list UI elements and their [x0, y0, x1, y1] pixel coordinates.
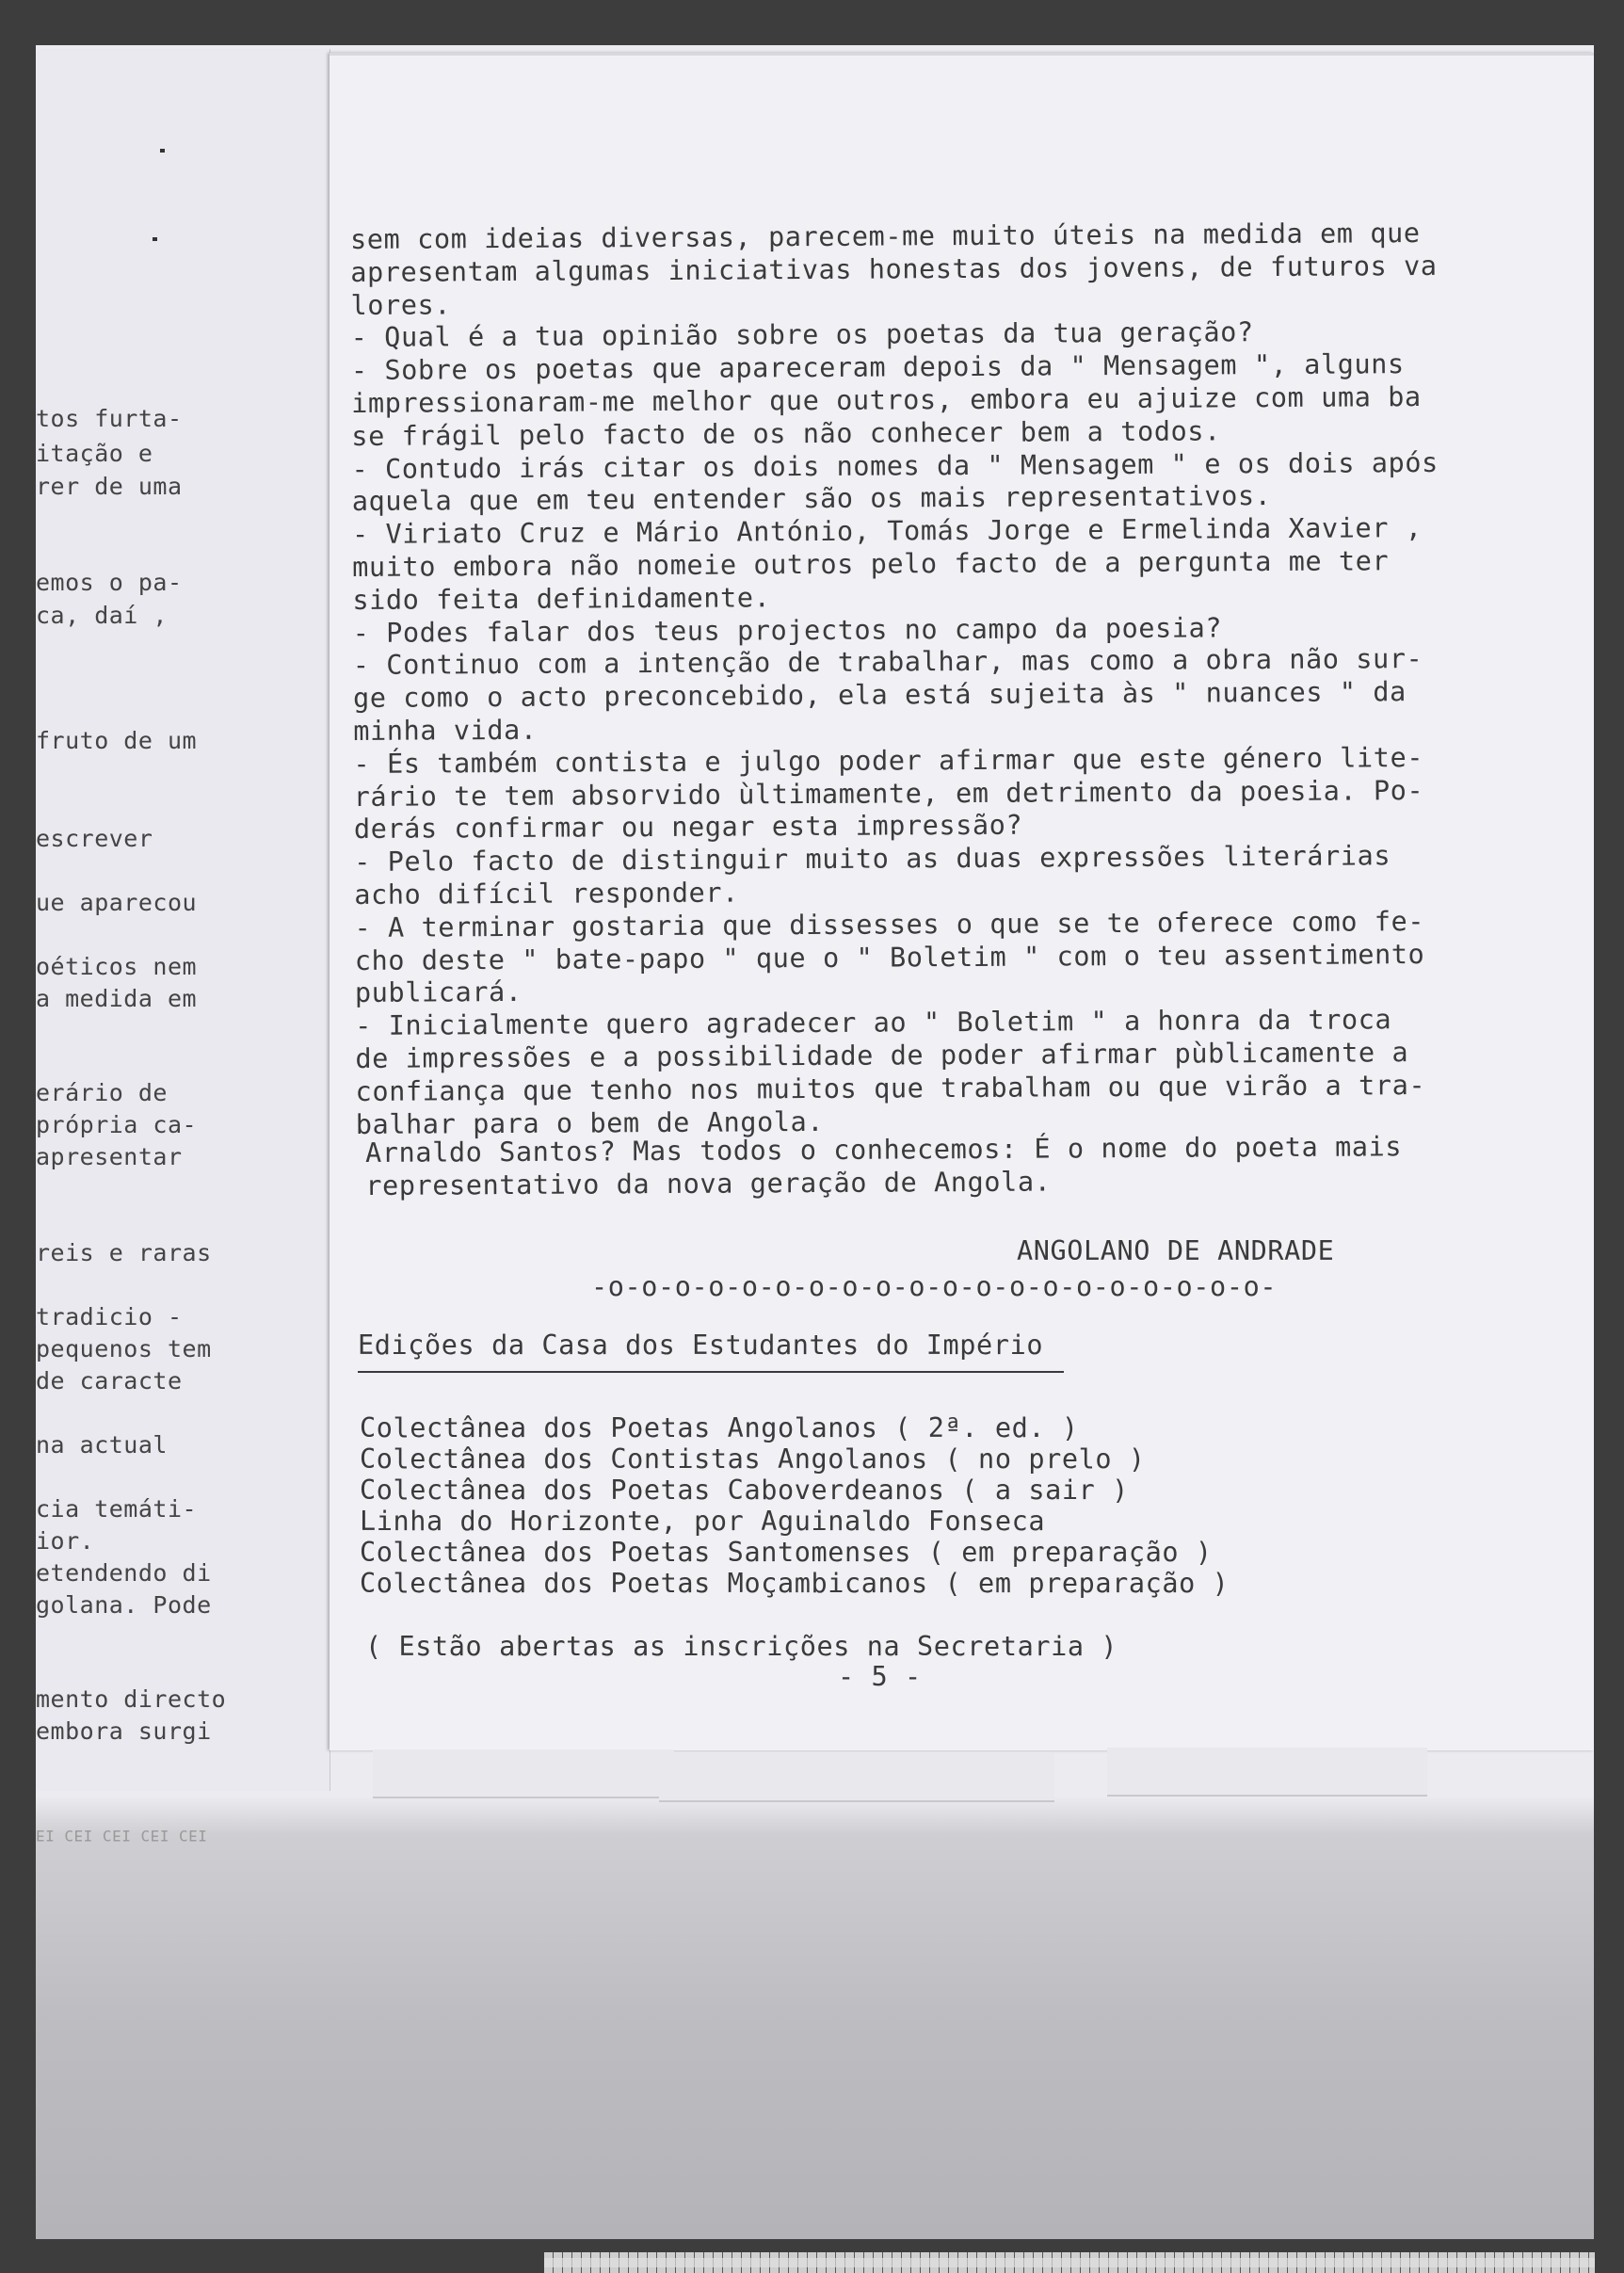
- body-line: cho deste " bate-papo " que o " Boletim " com o teu assentimento: [354, 938, 1425, 976]
- left-fragment: itação e: [36, 440, 153, 467]
- left-fragment: cia temáti-: [36, 1495, 198, 1523]
- left-fragment: golana. Pode: [36, 1591, 212, 1619]
- torn-edge: [1107, 1748, 1427, 1797]
- left-fragment: erário de: [36, 1079, 168, 1106]
- left-fragment: emos o pa-: [36, 569, 183, 596]
- closing-paragraph: [365, 1131, 1476, 1203]
- body-line: acho difícil responder.: [354, 877, 739, 911]
- edition-item: Linha do Horizonte, por Aguinaldo Fonseca: [360, 1506, 1046, 1537]
- edition-item: Colectânea dos Poetas Moçambicanos ( em preparação ): [360, 1568, 1230, 1599]
- body-line: sem com ideias diversas, parecem-me muito úteis na medida em que: [350, 218, 1421, 255]
- body-line: - A terminar gostaria que dissesses o que se te oferece como fe-: [354, 905, 1425, 943]
- left-fragment: fruto de um: [36, 727, 198, 754]
- torn-edge: [659, 1753, 1054, 1802]
- editions-list: [360, 1412, 1471, 1599]
- ink-speck: [160, 149, 165, 153]
- edition-item: Colectânea dos Contistas Angolanos ( no prelo ): [360, 1443, 1146, 1475]
- body-line: - Podes falar dos teus projectos no campo da poesia?: [352, 611, 1223, 649]
- body-line: lores.: [350, 288, 452, 321]
- body-line: - És também contista e julgo poder afirmar que este género lite-: [353, 741, 1424, 780]
- body-line: - Sobre os poetas que apareceram depois da " Mensagem ", alguns: [350, 348, 1405, 387]
- left-fragment: mento directo: [36, 1685, 227, 1713]
- body-line: - Contudo irás citar os dois nomes da " Mensagem " e os dois após: [351, 446, 1439, 485]
- ink-speck: [153, 237, 157, 241]
- body-line: - Continuo com a intenção de trabalhar, mas como a obra não sur-: [352, 643, 1423, 682]
- body-line: aquela que em teu entender são os mais representativos.: [351, 480, 1272, 518]
- notice: ( Estão abertas as inscrições na Secretaria ): [365, 1631, 1118, 1662]
- body-line: rário te tem absorvido ùltimamente, em detrimento da poesia. Po-: [353, 774, 1424, 813]
- left-fragment: de caracte: [36, 1367, 183, 1394]
- left-fragment: na actual: [36, 1431, 168, 1459]
- body-line: - Inicialmente quero agradecer ao " Boletim " a honra da troca: [355, 1004, 1392, 1042]
- left-fragment: escrever: [36, 825, 153, 852]
- left-fragment: pequenos tem: [36, 1335, 212, 1362]
- body-line: - Pelo facto de distinguir muito as duas expressões literárias: [354, 840, 1391, 879]
- separator: -o-o-o-o-o-o-o-o-o-o-o-o-o-o-o-o-o-o-o-o-: [591, 1271, 1278, 1302]
- editions-heading: Edições da Casa dos Estudantes do Império: [358, 1330, 1044, 1361]
- body-line: - Viriato Cruz e Mário António, Tomás Jorge e Ermelinda Xavier ,: [351, 512, 1423, 551]
- underlying-page: [36, 49, 330, 1845]
- body-line: derás confirmar ou negar esta impressão?: [353, 809, 1023, 846]
- left-fragment: oéticos nem: [36, 953, 198, 980]
- left-fragment: reis e raras: [36, 1239, 212, 1266]
- body-line: se frágil pelo facto de os não conhecer bem a todos.: [351, 415, 1221, 452]
- left-fragment: ca, daí ,: [36, 602, 168, 629]
- left-fragment: rer de uma: [36, 473, 183, 500]
- heading-underline: [358, 1371, 1064, 1373]
- body-line: minha vida.: [353, 714, 538, 747]
- left-fragment: apresentar: [36, 1143, 183, 1170]
- body-line: - Qual é a tua opinião sobre os poetas da tua geração?: [350, 316, 1254, 354]
- body-line: impressionaram-me melhor que outros, embora eu ajuize com uma ba: [351, 381, 1422, 419]
- torn-edge: [373, 1749, 674, 1798]
- left-fragment: a medida em: [36, 985, 198, 1012]
- edition-item: Colectânea dos Poetas Caboverdeanos ( a sair ): [360, 1475, 1129, 1506]
- body-line: sido feita definidamente.: [352, 582, 771, 616]
- body-line: balhar para o bem de Angola.: [355, 1105, 825, 1140]
- edition-item: Colectânea dos Poetas Angolanos ( 2ª. ed. ): [360, 1412, 1079, 1443]
- body-line: de impressões e a possibilidade de poder afirmar pùblicamente a: [355, 1037, 1409, 1074]
- left-fragment: tos furta-: [36, 405, 183, 432]
- left-fragment: tradicio -: [36, 1303, 183, 1330]
- closing-line: representativo da nova geração de Angola.: [365, 1166, 1052, 1201]
- interview-body: [350, 218, 1467, 1142]
- left-fragment: própria ca-: [36, 1111, 198, 1138]
- torn-edge-text: EI CEI CEI CEI CEI: [36, 1827, 208, 1845]
- left-fragment: ue aparecou: [36, 889, 198, 916]
- page-number: - 5 -: [838, 1661, 922, 1692]
- left-fragment: embora surgi: [36, 1717, 212, 1745]
- left-fragment: etendendo di: [36, 1559, 212, 1587]
- scan-ruler-bar: [544, 2258, 1595, 2267]
- edition-item: Colectânea dos Poetas Santomenses ( em preparação ): [360, 1537, 1213, 1568]
- signature: ANGOLANO DE ANDRADE: [1017, 1235, 1335, 1266]
- body-line: publicará.: [354, 976, 523, 1009]
- closing-line: Arnaldo Santos? Mas todos o conhecemos: É o nome do poeta mais: [365, 1131, 1403, 1169]
- body-line: muito embora não nomeie outros pelo facto de a pergunta me ter: [352, 545, 1390, 583]
- body-line: confiança que tenho nos muitos que trabalham ou que virão a tra-: [355, 1069, 1426, 1107]
- body-line: apresentam algumas iniciativas honestas dos jovens, de futuros va: [350, 250, 1438, 288]
- body-line: ge como o acto preconcebido, ela está sujeita às " nuances " da: [352, 676, 1407, 715]
- left-fragment: ior.: [36, 1527, 95, 1555]
